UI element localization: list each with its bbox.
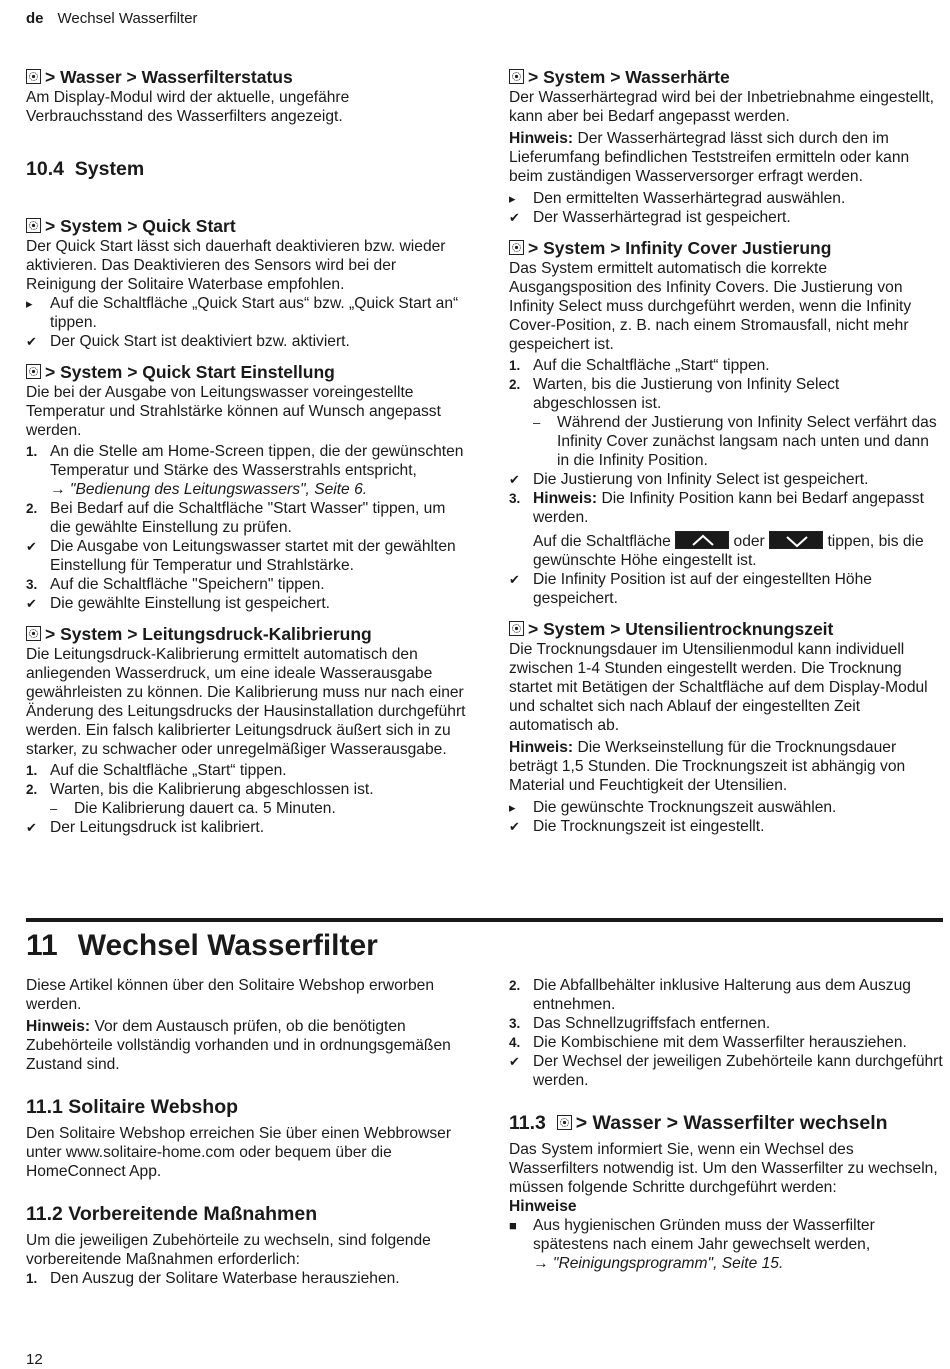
- step-triangle-icon: ▸: [509, 191, 516, 206]
- list-item: 2. Bei Bedarf auf die Schaltfläche "Start Wasser" tippen, um die gewählte Einstellung zu prüfen.: [26, 500, 446, 536]
- list-item: 2. Warten, bis die Justierung von Infinity Select abgeschlossen ist.: [509, 376, 840, 412]
- check-icon: ✔: [26, 539, 37, 554]
- list-item: ✔ Der Wechsel der jeweiligen Zubehörteile kann durchgeführt werden.: [509, 1053, 943, 1089]
- chapter-title: 11 Wechsel Wasserfilter: [26, 929, 378, 962]
- square-bullet-icon: ■: [509, 1218, 517, 1233]
- paragraph: Um die jeweiligen Zubehörteile zu wechseln, sind folgende vorbereitende Maßnahmen erforderlich:: [26, 1232, 431, 1268]
- list-item: 3. Auf die Schaltfläche "Speichern" tippen.: [26, 576, 325, 593]
- section-heading-utensilientrocknung: > System > Utensilientrocknungszeit: [509, 618, 945, 640]
- section-heading-massnahmen: 11.2 Vorbereitende Maßnahmen: [26, 1203, 318, 1225]
- section-heading-quick-start: > System > Quick Start: [26, 215, 466, 237]
- paragraph: Der Wasserhärtegrad wird bei der Inbetriebnahme eingestellt, kann aber bei Bedarf angepasst werden.: [509, 89, 934, 125]
- chapter-divider: [26, 918, 943, 922]
- list-item: ▸ Den ermittelten Wasserhärtegrad auswählen.: [509, 190, 846, 207]
- section-heading-system: 10.4 System: [26, 158, 145, 180]
- language-code: de: [26, 10, 44, 27]
- list-item: ▸ Die gewünschte Trocknungszeit auswählen.: [509, 799, 837, 816]
- list-item: ✔ Der Leitungsdruck ist kalibriert.: [26, 819, 265, 836]
- step-list: [26, 442, 466, 613]
- section-heading-wasserhaerte: > System > Wasserhärte: [509, 66, 945, 88]
- check-icon: ✔: [509, 1054, 520, 1069]
- header-title: Wechsel Wasserfilter: [57, 10, 198, 27]
- right-column-top: [509, 66, 945, 836]
- left-column-top: [26, 66, 466, 837]
- check-icon: ✔: [26, 820, 37, 835]
- section-heading-wasserfilterstatus: > Wasser > Wasserfilterstatus: [26, 66, 466, 88]
- cross-reference: → "Reinigungsprogramm", Seite 15.: [533, 1255, 784, 1272]
- paragraph: Den Solitaire Webshop erreichen Sie über einen Webbrowser unter www.solitaire-home.com oder bequem über die HomeConnect App.: [26, 1125, 452, 1180]
- check-icon: ✔: [26, 596, 37, 611]
- list-item: ✔ Die Infinity Position ist auf der eingestellten Höhe gespeichert.: [509, 571, 872, 607]
- paragraph: Die Trocknungsdauer im Utensilienmodul kann individuell zwischen 1-4 Stunden eingestellt werden. Die Trocknung startet mit Betätigen der Schaltfläche auf dem Display-Modul und schaltet sich nach Ablauf der eingestellten Zeit automatisch ab.: [509, 641, 928, 734]
- list-item: ■ Aus hygienischen Gründen muss der Wasserfilter spätestens nach einem Jahr gewechselt werden, → "Reinigungsprogramm", Seite 15.: [509, 1217, 875, 1272]
- left-column-bottom: [26, 976, 466, 1288]
- list-item: ✔ Die Justierung von Infinity Select ist gespeichert.: [509, 471, 869, 488]
- paragraph: Die Leitungsdruck-Kalibrierung ermittelt automatisch den anliegenden Wasserdruck, um eine ideale Wasserausgabe gewährleisten zu können. Die Kalibrierung muss nur nach einer Änderung des Leitungsdrucks der Hausinstallation durchgeführt werden. Ein falsch kalibrierter Leitungsdruck äußert sich in zu starker, zu schwacher oder unregelmäßiger Wasserausgabe.: [26, 646, 466, 758]
- list-item: ✔ Die Trocknungszeit ist eingestellt.: [509, 818, 765, 835]
- step-list: [26, 761, 466, 837]
- settings-icon: [26, 69, 41, 84]
- step-triangle-icon: ▸: [26, 296, 33, 311]
- paragraph: Am Display-Modul wird der aktuelle, ungefähre Verbrauchsstand des Wasserfilters angezeigt.: [26, 89, 350, 125]
- list-item: 2. Warten, bis die Kalibrierung abgeschlossen ist.: [26, 781, 374, 798]
- list-item: – Die Kalibrierung dauert ca. 5 Minuten.: [50, 800, 336, 817]
- chevron-up-icon: [675, 531, 729, 549]
- check-icon: ✔: [509, 819, 520, 834]
- list-item: 3. Das Schnellzugriffsfach entfernen.: [509, 1015, 771, 1032]
- section-heading-wasserfilter-wechseln: 11.3 > Wasser > Wasserfilter wechseln: [509, 1112, 888, 1134]
- list-item: 1. An die Stelle am Home-Screen tippen, die der gewünschten Temperatur und Stärke des Wasserstrahls entspricht, → "Bedienung des Leitungswassers", Seite 6.: [26, 443, 464, 498]
- paragraph: Das System informiert Sie, wenn ein Wechsel des Wasserfilters notwendig ist. Um den Wasserfilter zu wechseln, müssen folgende Schritte durchgeführt werden:: [509, 1141, 938, 1196]
- check-icon: ✔: [509, 472, 520, 487]
- step-list: [26, 1269, 466, 1288]
- list-item: ✔ Der Wasserhärtegrad ist gespeichert.: [509, 209, 791, 226]
- bullet-list: [509, 1216, 945, 1273]
- section-heading-quick-start-einstellung: > System > Quick Start Einstellung: [26, 361, 466, 383]
- paragraph: Diese Artikel können über den Solitaire Webshop erworben werden.: [26, 977, 434, 1013]
- list-item: 4. Die Kombischiene mit dem Wasserfilter herausziehen.: [509, 1034, 907, 1051]
- list-item: Auf die Schaltfläche oder tippen, bis die gewünschte Höhe eingestellt ist.: [533, 533, 924, 569]
- list-item: 1. Auf die Schaltfläche „Start“ tippen.: [509, 357, 770, 374]
- list-item: 1. Auf die Schaltfläche „Start“ tippen.: [26, 762, 287, 779]
- step-triangle-icon: ▸: [509, 800, 516, 815]
- running-header: [26, 9, 198, 28]
- list-item: 2. Die Abfallbehälter inklusive Halterung aus dem Auszug entnehmen.: [509, 977, 911, 1013]
- settings-icon: [509, 621, 524, 636]
- chevron-down-icon: [769, 531, 823, 549]
- page-number: 12: [26, 1351, 43, 1368]
- cross-reference: → "Bedienung des Leitungswassers", Seite 6.: [50, 481, 368, 498]
- step-list: [509, 356, 945, 608]
- check-icon: ✔: [509, 572, 520, 587]
- list-item: – Während der Justierung von Infinity Select verfährt das Infinity Cover zunächst langsam nach unten und dann in die Infinity Position.: [533, 414, 937, 469]
- step-list: [509, 189, 945, 227]
- section-heading-leitungsdruck: > System > Leitungsdruck-Kalibrierung: [26, 623, 466, 645]
- list-item: ▸ Auf die Schaltfläche „Quick Start aus“ bzw. „Quick Start an“ tippen.: [26, 295, 459, 331]
- step-list: [509, 976, 945, 1090]
- check-icon: ✔: [26, 334, 37, 349]
- check-icon: ✔: [509, 210, 520, 225]
- list-item: 1. Den Auszug der Solitare Waterbase herausziehen.: [26, 1270, 400, 1287]
- hint-paragraph: Hinweis: Die Werkseinstellung für die Trocknungsdauer beträgt 1,5 Stunden. Die Trocknungszeit ist abhängig von Material und Feuchtigkeit der Utensilien.: [509, 739, 906, 794]
- step-list: [26, 294, 466, 351]
- settings-icon: [509, 69, 524, 84]
- list-item: ✔ Die Ausgabe von Leitungswasser startet mit der gewählten Einstellung für Temperatur und Strahlstärke.: [26, 538, 456, 574]
- settings-icon: [26, 626, 41, 641]
- list-item: ✔ Der Quick Start ist deaktiviert bzw. aktiviert.: [26, 333, 350, 350]
- list-item: 3. Hinweis: Die Infinity Position kann bei Bedarf angepasst werden.: [509, 490, 924, 526]
- section-heading-webshop: 11.1 Solitaire Webshop: [26, 1096, 239, 1118]
- settings-icon: [26, 364, 41, 379]
- settings-icon: [509, 240, 524, 255]
- hints-label: Hinweise: [509, 1198, 577, 1215]
- hint-paragraph: Hinweis: Vor dem Austausch prüfen, ob die benötigten Zubehörteile vollständig vorhanden und in ordnungsgemäßen Zustand sind.: [26, 1018, 451, 1073]
- paragraph: Die bei der Ausgabe von Leitungswasser voreingestellte Temperatur und Strahlstärke können auf Wunsch angepasst werden.: [26, 384, 441, 439]
- settings-icon: [557, 1115, 572, 1130]
- paragraph: Der Quick Start lässt sich dauerhaft deaktivieren bzw. wieder aktivieren. Das Deaktivieren des Sensors wird bei der Reinigung der Solitaire Waterbase empfohlen.: [26, 238, 446, 293]
- step-list: [509, 798, 945, 836]
- section-heading-infinity-cover: > System > Infinity Cover Justierung: [509, 237, 945, 259]
- settings-icon: [26, 218, 41, 233]
- hint-paragraph: Hinweis: Der Wasserhärtegrad lässt sich durch den im Lieferumfang befindlichen Teststreifen ermitteln oder kann beim zuständigen Wasserversorger erfragt werden.: [509, 130, 910, 185]
- list-item: ✔ Die gewählte Einstellung ist gespeichert.: [26, 595, 330, 612]
- paragraph: Das System ermittelt automatisch die korrekte Ausgangsposition des Infinity Covers. Die Justierung von Infinity Select muss durchgeführt werden, wenn die Infinity Cover-Position, z. B. nach einem Stromausfall, nicht mehr gespeichert ist.: [509, 260, 912, 353]
- right-column-bottom: [509, 976, 945, 1273]
